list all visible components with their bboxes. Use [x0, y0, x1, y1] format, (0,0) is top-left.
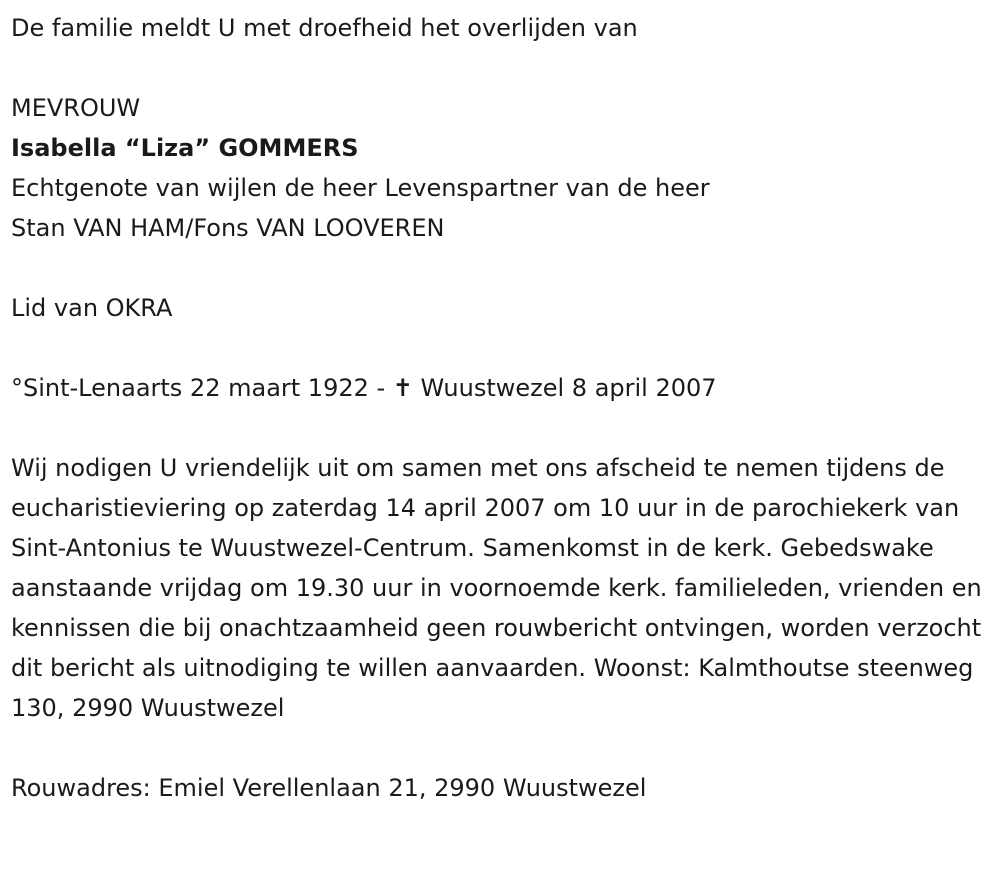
- title-prefix: MEVROUW: [11, 94, 141, 122]
- spacer: [11, 408, 1000, 448]
- deceased-name: Isabella “Liza” GOMMERS: [11, 134, 359, 162]
- partners-line: Stan VAN HAM/Fons VAN LOOVEREN: [11, 214, 445, 242]
- death-text: Wuustwezel 8 april 2007: [412, 374, 717, 402]
- membership-text: Lid van OKRA: [11, 294, 173, 322]
- intro-text: De familie meldt U met droefheid het overlijden van: [11, 14, 638, 42]
- birth-death-line: [11, 368, 1000, 408]
- spacer: [11, 728, 1000, 768]
- relation-line: Echtgenote van wijlen de heer Levenspartner van de heer: [11, 174, 710, 202]
- spacer: [11, 248, 1000, 288]
- invitation-paragraph: Wij nodigen U vriendelijk uit om samen met ons afscheid te nemen tijdens de eucharistieviering op zaterdag 14 april 2007 om 10 uur in de parochiekerk van Sint-Antonius te Wuustwezel-Centrum. Samenkomst in de kerk. Gebedswake aanstaande vrijdag om 19.30 uur in voornoemde kerk. familieleden, vrienden en kennissen die bij onachtzaamheid geen rouwbericht ontvingen, worden verzocht dit bericht als uitnodiging te willen aanvaarden. Woonst: Kalmthoutse steenweg 130, 2990 Wuustwezel: [11, 454, 982, 722]
- cross-icon: ✝: [392, 374, 413, 402]
- birth-text: °Sint-Lenaarts 22 maart 1922 -: [11, 374, 393, 402]
- mourning-address: Rouwadres: Emiel Verellenlaan 21, 2990 Wuustwezel: [11, 774, 647, 802]
- spacer: [11, 48, 1000, 88]
- spacer: [11, 328, 1000, 368]
